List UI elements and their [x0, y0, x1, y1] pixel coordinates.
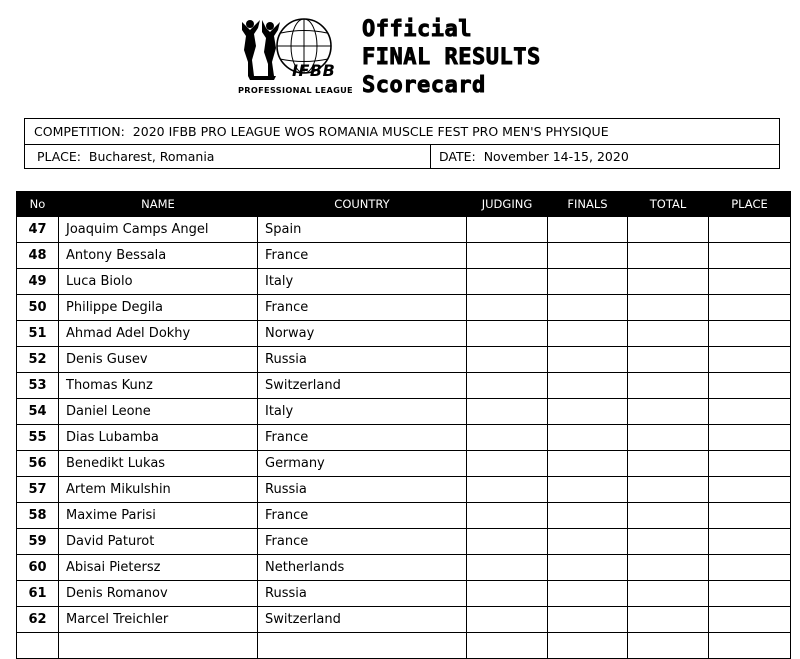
- athlete-number: 61: [17, 581, 59, 607]
- date-cell: [431, 145, 779, 169]
- date-value: November 14-15, 2020: [483, 149, 629, 164]
- athlete-country: Russia: [258, 581, 467, 607]
- athlete-number: 47: [17, 217, 59, 243]
- total-score-cell: [628, 243, 709, 269]
- table-row: [17, 503, 791, 529]
- athlete-number: 51: [17, 321, 59, 347]
- logo-professional-league-text: PROFESSIONAL LEAGUE: [238, 85, 353, 95]
- place-cell-value: [709, 607, 791, 633]
- finals-score-cell: [548, 373, 628, 399]
- athlete-number: 56: [17, 451, 59, 477]
- athlete-name: Joaquim Camps Angel: [59, 217, 258, 243]
- table-row: [17, 295, 791, 321]
- total-score-cell: [628, 269, 709, 295]
- athlete-number: 55: [17, 425, 59, 451]
- athlete-country: France: [258, 295, 467, 321]
- judging-score-cell: [467, 217, 548, 243]
- col-header-total: TOTAL: [628, 192, 709, 217]
- col-header-place: PLACE: [709, 192, 791, 217]
- place-cell-value: [709, 633, 791, 659]
- competition-value: 2020 IFBB PRO LEAGUE WOS ROMANIA MUSCLE FEST PRO MEN'S PHYSIQUE: [132, 124, 609, 139]
- athlete-country: France: [258, 243, 467, 269]
- total-score-cell: [628, 321, 709, 347]
- athlete-name: Luca Biolo: [59, 269, 258, 295]
- total-score-cell: [628, 503, 709, 529]
- finals-score-cell: [548, 217, 628, 243]
- place-cell-value: [709, 399, 791, 425]
- total-score-cell: [628, 425, 709, 451]
- total-score-cell: [628, 529, 709, 555]
- judging-score-cell: [467, 633, 548, 659]
- total-score-cell: [628, 295, 709, 321]
- athlete-number: 54: [17, 399, 59, 425]
- judging-score-cell: [467, 607, 548, 633]
- athlete-name: David Paturot: [59, 529, 258, 555]
- total-score-cell: [628, 451, 709, 477]
- athlete-name: Philippe Degila: [59, 295, 258, 321]
- finals-score-cell: [548, 295, 628, 321]
- competition-row: [25, 119, 779, 145]
- athlete-number: 50: [17, 295, 59, 321]
- total-score-cell: [628, 217, 709, 243]
- table-row: [17, 321, 791, 347]
- judging-score-cell: [467, 503, 548, 529]
- finals-score-cell: [548, 529, 628, 555]
- table-header-row: [17, 192, 791, 217]
- title-line-official: Official: [362, 17, 472, 42]
- athlete-name: Abisai Pietersz: [59, 555, 258, 581]
- place-cell-value: [709, 555, 791, 581]
- athlete-number: 49: [17, 269, 59, 295]
- athlete-country: Switzerland: [258, 607, 467, 633]
- place-cell-value: [709, 269, 791, 295]
- place-cell-value: [709, 347, 791, 373]
- athlete-number: 62: [17, 607, 59, 633]
- table-row: [17, 555, 791, 581]
- athlete-number: 57: [17, 477, 59, 503]
- total-score-cell: [628, 581, 709, 607]
- place-cell-value: [709, 581, 791, 607]
- athlete-country: France: [258, 503, 467, 529]
- judging-score-cell: [467, 581, 548, 607]
- athlete-name: Ahmad Adel Dokhy: [59, 321, 258, 347]
- total-score-cell: [628, 555, 709, 581]
- athlete-country: Italy: [258, 399, 467, 425]
- judging-score-cell: [467, 555, 548, 581]
- col-header-country: COUNTRY: [258, 192, 467, 217]
- finals-score-cell: [548, 503, 628, 529]
- results-table-body: [17, 217, 791, 659]
- place-cell-value: [709, 321, 791, 347]
- athlete-name: [59, 633, 258, 659]
- finals-score-cell: [548, 477, 628, 503]
- place-label: PLACE:: [37, 149, 81, 164]
- place-cell-value: [709, 425, 791, 451]
- table-row: [17, 607, 791, 633]
- judging-score-cell: [467, 269, 548, 295]
- athlete-country: [258, 633, 467, 659]
- athlete-country: Switzerland: [258, 373, 467, 399]
- table-row: [17, 373, 791, 399]
- total-score-cell: [628, 607, 709, 633]
- athlete-name: Artem Mikulshin: [59, 477, 258, 503]
- athlete-number: 52: [17, 347, 59, 373]
- total-score-cell: [628, 399, 709, 425]
- judging-score-cell: [467, 425, 548, 451]
- table-row: [17, 633, 791, 659]
- athlete-country: Russia: [258, 347, 467, 373]
- judging-score-cell: [467, 451, 548, 477]
- athlete-name: Thomas Kunz: [59, 373, 258, 399]
- finals-score-cell: [548, 581, 628, 607]
- finals-score-cell: [548, 243, 628, 269]
- athlete-country: France: [258, 425, 467, 451]
- athlete-name: Dias Lubamba: [59, 425, 258, 451]
- table-row: [17, 399, 791, 425]
- judging-score-cell: [467, 529, 548, 555]
- table-row: [17, 269, 791, 295]
- place-cell-value: [709, 503, 791, 529]
- table-row: [17, 581, 791, 607]
- athlete-name: Daniel Leone: [59, 399, 258, 425]
- athlete-number: 58: [17, 503, 59, 529]
- athlete-number: [17, 633, 59, 659]
- col-header-judging: JUDGING: [467, 192, 548, 217]
- athlete-name: Antony Bessala: [59, 243, 258, 269]
- judging-score-cell: [467, 295, 548, 321]
- finals-score-cell: [548, 633, 628, 659]
- place-cell-value: [709, 451, 791, 477]
- athlete-number: 48: [17, 243, 59, 269]
- place-cell-value: [709, 217, 791, 243]
- place-cell-value: [709, 529, 791, 555]
- athlete-name: Marcel Treichler: [59, 607, 258, 633]
- table-row: [17, 451, 791, 477]
- results-table: [16, 191, 791, 659]
- athlete-name: Maxime Parisi: [59, 503, 258, 529]
- athlete-country: Norway: [258, 321, 467, 347]
- athlete-name: Benedikt Lukas: [59, 451, 258, 477]
- finals-score-cell: [548, 399, 628, 425]
- judging-score-cell: [467, 321, 548, 347]
- table-row: [17, 477, 791, 503]
- athlete-country: Italy: [258, 269, 467, 295]
- athlete-name: Denis Gusev: [59, 347, 258, 373]
- finals-score-cell: [548, 269, 628, 295]
- finals-score-cell: [548, 555, 628, 581]
- total-score-cell: [628, 633, 709, 659]
- judging-score-cell: [467, 373, 548, 399]
- title-line-final-results: FINAL RESULTS: [362, 45, 541, 70]
- athlete-country: Germany: [258, 451, 467, 477]
- judging-score-cell: [467, 243, 548, 269]
- place-value: Bucharest, Romania: [88, 149, 215, 164]
- place-cell-value: [709, 373, 791, 399]
- col-header-finals: FINALS: [548, 192, 628, 217]
- total-score-cell: [628, 477, 709, 503]
- total-score-cell: [628, 347, 709, 373]
- place-cell: [25, 145, 431, 169]
- competition-label: COMPETITION:: [34, 124, 125, 139]
- table-row: [17, 347, 791, 373]
- place-cell-value: [709, 477, 791, 503]
- finals-score-cell: [548, 607, 628, 633]
- title-line-scorecard: Scorecard: [362, 73, 486, 98]
- judging-score-cell: [467, 477, 548, 503]
- place-cell-value: [709, 295, 791, 321]
- table-row: [17, 243, 791, 269]
- athlete-number: 59: [17, 529, 59, 555]
- athlete-country: Netherlands: [258, 555, 467, 581]
- athlete-number: 60: [17, 555, 59, 581]
- logo-ifbb-text: IFBB: [292, 61, 336, 80]
- judging-score-cell: [467, 399, 548, 425]
- table-row: [17, 529, 791, 555]
- finals-score-cell: [548, 321, 628, 347]
- finals-score-cell: [548, 451, 628, 477]
- place-cell-value: [709, 243, 791, 269]
- athlete-country: Russia: [258, 477, 467, 503]
- table-row: [17, 425, 791, 451]
- athlete-number: 53: [17, 373, 59, 399]
- judging-score-cell: [467, 347, 548, 373]
- ifbb-logo: [236, 16, 352, 98]
- col-header-no: No: [17, 192, 59, 217]
- date-label: DATE:: [439, 149, 476, 164]
- finals-score-cell: [548, 347, 628, 373]
- athlete-country: Spain: [258, 217, 467, 243]
- table-row: [17, 217, 791, 243]
- total-score-cell: [628, 373, 709, 399]
- competition-info-box: [24, 118, 780, 169]
- finals-score-cell: [548, 425, 628, 451]
- athlete-name: Denis Romanov: [59, 581, 258, 607]
- col-header-name: NAME: [59, 192, 258, 217]
- athlete-country: France: [258, 529, 467, 555]
